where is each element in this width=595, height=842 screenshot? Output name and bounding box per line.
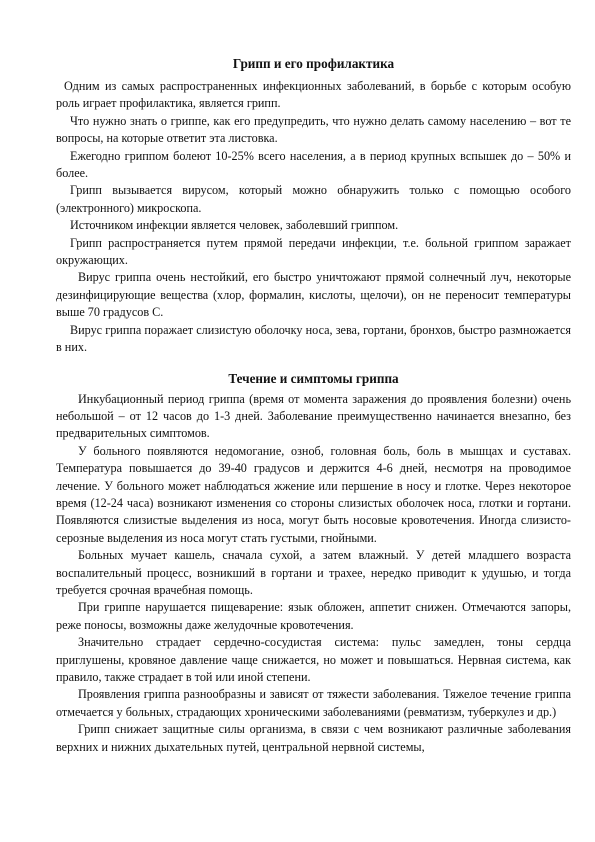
paragraph: Вирус гриппа поражает слизистую оболочку носа, зева, гортани, бронхов, быстро размножается в них. (56, 322, 571, 355)
paragraph: Грипп снижает защитные силы организма, в связи с чем возникают различные заболевания верхних и нижних дыхательных путей, центральной нервной системы, (56, 722, 571, 754)
paragraph: При гриппе нарушается пищеварение: язык обложен, аппетит снижен. Отмечаются запоры, реже поносы, возможны даже желудочные кровотечения. (56, 600, 571, 632)
page-title: Грипп и его профилактика (232, 56, 395, 71)
paragraph: Проявления гриппа разнообразны и зависят от тяжести заболевания. Тяжелое течение гриппа отмечается у больных, страдающих хроническими заболеваниями (ревматизм, туберкулез и др.) (56, 687, 571, 719)
section-heading: Течение и симптомы гриппа (228, 370, 399, 386)
paragraph: Что нужно знать о гриппе, как его предупредить, что нужно делать самому населению – вот те вопросы, на которые ответит эта листовка. (56, 113, 571, 146)
paragraph: Грипп распространяется путем прямой передачи инфекции, т.е. больной гриппом заражает окружающих. (56, 235, 571, 268)
paragraph: Ежегодно гриппом болеют 10-25% всего населения, а в период крупных вспышек до – 50% и более. (56, 148, 571, 181)
paragraph: У больного появляются недомогание, озноб, головная боль, боль в мышцах и суставах. Температура повышается до 39-40 градусов и держится 4-6 дней, несмотря на проводимое лечение. У больного может наблюдаться жжение или першение в носу и глотке. Через некоторое время (12-24 часа) возникают изменения со стороны слизистых оболочек носа, глотки и гортани. Появляются слизистые выделения из носа, могут быть носовые кровотечения. Иногда слизисто-серозные выделения из носа могут стать густыми, гнойными. (56, 443, 571, 545)
paragraph: Больных мучает кашель, сначала сухой, а затем влажный. У детей младшего возраста воспалительный процесс, возникший в гортани и трахее, нередко приводит к удушью, и тогда требуется срочная врачебная помощь. (56, 548, 571, 597)
paragraph: Одним из самых распространенных инфекционных заболеваний, в борьбе с которым особую роль играет профилактика, является грипп. (56, 79, 571, 111)
paragraph: Инкубационный период гриппа (время от момента заражения до проявления болезни) очень небольшой – от 12 часов до 1-3 дней. Заболевание преимущественно начинается внезапно, без предварительных симптомов. (56, 391, 571, 441)
paragraph: Грипп вызывается вирусом, который можно обнаружить только с помощью особого (электронного) микроскопа. (56, 183, 571, 215)
paragraph: Вирус гриппа очень нестойкий, его быстро уничтожают прямой солнечный луч, некоторые дезинфицирующие вещества (хлор, формалин, кислоты, щелочи), он не переносит температуры выше 70 градусов С. (56, 270, 571, 320)
paragraph: Источником инфекции является человек, заболевший гриппом. (70, 218, 399, 233)
document-body (56, 56, 571, 756)
paragraph: Значительно страдает сердечно-сосудистая система: пульс замедлен, тоны сердца приглушены, кровяное давление чаще снижается, но может и повышаться. Нервная система, как правило, также страдает в той или иной степени. (56, 635, 571, 684)
